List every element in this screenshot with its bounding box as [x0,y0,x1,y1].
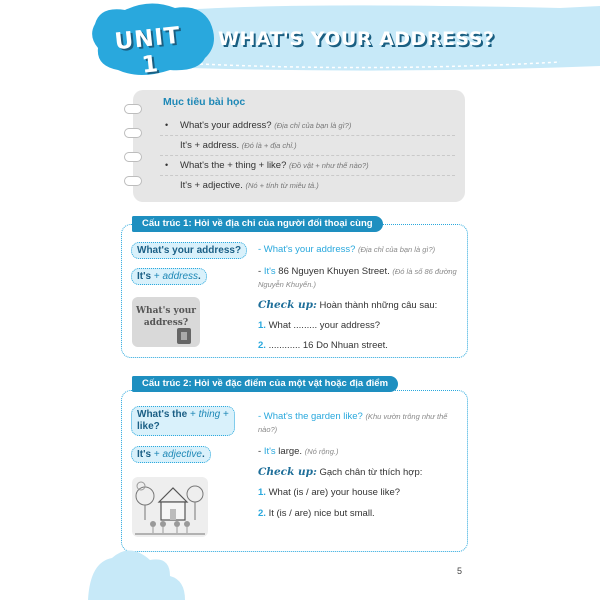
sign-text-line-2: address? [143,318,189,328]
objectives-title: Mục tiêu bài học [163,96,246,108]
notebook-ring [124,128,142,138]
page-number: 5 [457,566,463,576]
structure-1-example-answer: - It's 86 Nguyen Khuyen Street. (Đó là số 86 đường Nguyễn Khuyến.) [258,266,457,289]
structure-1-tag: Cấu trúc 1: Hỏi về địa chỉ của người đối thoại cùng [132,216,383,232]
bullet-icon: • [165,160,169,170]
notebook-ring [124,152,142,162]
objective-line-2: It's + address. (Đó là + địa chỉ.) [180,140,297,151]
structure-1-pattern-answer: It's + address. [131,268,207,285]
structure-1-check-up: Check up: Hoàn thành những câu sau: [258,299,438,311]
objective-line-4: It's + adjective. (Nó + tính từ miêu tả.) [180,180,319,191]
unit-title: WHAT'S YOUR ADDRESS? [218,28,495,50]
structure-2-check-up: Check up: Gạch chân từ thích hợp: [258,466,423,478]
objective-line-1: What's your address? (Địa chỉ của bạn là gì?) [180,120,352,131]
structure-1-question-1: 1. What ......... your address? [258,320,380,331]
structure-1-example-question: - What's your address? (Địa chỉ của bạn là gì?) [258,244,436,255]
structure-2-pattern-question: What's the + thing + like? [131,406,235,436]
structure-2-example-question: - What's the garden like? (Khu vườn trông như thế nào?) [258,411,448,434]
divider [160,175,455,176]
divider [160,135,455,136]
divider [160,155,455,156]
structure-2-question-1: 1. What (is / are) your house like? [258,487,401,498]
structure-2-pattern-answer: It's + adjective. [131,446,211,463]
unit-label: UNIT 1 [113,22,182,79]
structure-2-tag: Cấu trúc 2: Hỏi về đặc điểm của một vật hoặc địa điểm [132,376,398,392]
notebook-ring [124,176,142,186]
objective-line-3: What's the + thing + like? (Đồ vật + như thế nào?) [180,160,369,171]
structure-2-example-answer: - It's large. (Nó rộng.) [258,446,339,457]
sign-text-line-1: What's your [135,306,197,316]
address-sign-illustration [131,296,201,348]
house-garden-illustration [131,476,209,538]
notebook-ring [124,104,142,114]
footer-cloud [0,540,600,600]
bullet-icon: • [165,120,169,130]
structure-1-pattern-question: What's your address? [131,242,247,259]
structure-2-question-2: 2. It (is / are) nice but small. [258,508,375,519]
structure-1-question-2: 2. ............ 16 Do Nhuan street. [258,340,388,351]
